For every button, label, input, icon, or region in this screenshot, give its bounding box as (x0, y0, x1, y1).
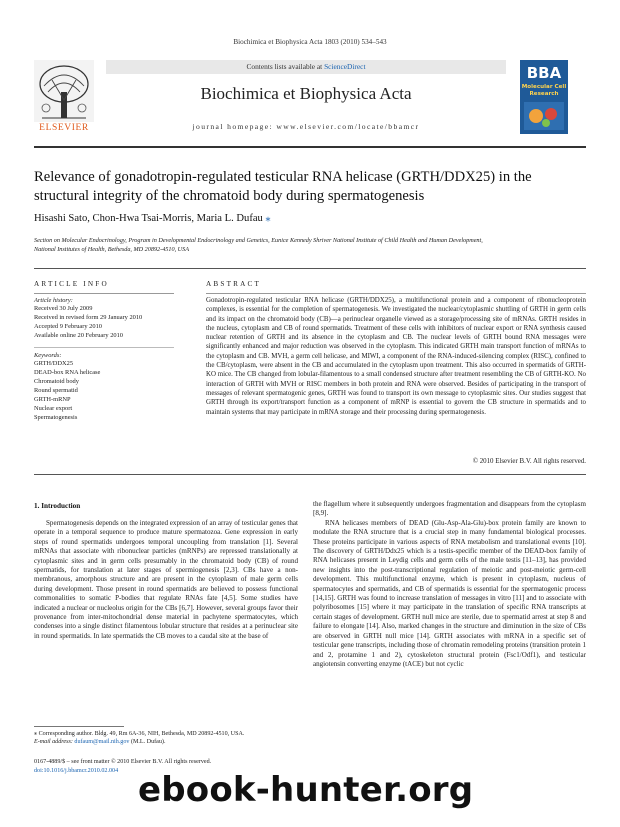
history-item: Received 30 July 2009 (34, 305, 93, 312)
affiliation-line-1: Section on Molecular Endocrinology, Program in Developmental Endocrinology and Genetics, Eunice Kennedy Shriver National Institute of Child Health and Human Development, (34, 237, 483, 244)
keyword: Round spermatid (34, 387, 78, 394)
keywords-label: Keywords: (34, 352, 62, 359)
corresponding-author-mark[interactable]: ⁎ (265, 213, 271, 224)
keyword: GRTH-mRNP (34, 396, 71, 403)
cover-subtitle-2: Research (529, 91, 559, 97)
intro-heading: 1. Introduction (34, 502, 81, 510)
abstract-text: Gonadotropin-regulated testicular RNA helicase (GRTH/DDX25), a multifunctional protein and a component of ribonucleoprotein complexes, is essential for the completion of spermatogenesis. We investigated the nuclear/cytoplasmic shuttling of GRTH in germ cells and its impact on the chromatoid body (CB)—a perinuclear organelle viewed as a storage/processing site of mRNAs. GRTH resides in the nucleus, cytoplasm and CB of round spermatids. Treatment of these cells with inhibitors of nuclear export or RNA synthesis caused nuclear retention of GRTH and its absence in the cytoplasm and CB. The nuclear levels of GRTH bound RNA messages were significantly enhanced and major reduction was observed in the cytoplasm. This indicated GRTH main transport function of mRNAs to the cytoplasm and CB. MVH, a germ cell helicase, and MIWI, a component of the RNA-induced-silencing complex (RISC), confined to the CB/cytoplasm, were absent in the CB and accumulated in the cytoplasm upon treatment. This also occurred in spermatids of GRTH-KO mice. The CB changed from lobular-filamentous to a small condensed structure after treatment resembling the CB of GRTH-KO. No interaction of GRTH with MVH or RISC members in both protein and RNA were observed. Besides of participating in the transport of messages of relevant spermatogenic genes, GRTH was found to transport its own message to cytoplasmic sites. Our studies suggest that GRTH through its export/transport function as a component of mRNP is essential to govern the CB structure in spermatids and to maintain systems that may participate in mRNA storage and their processing during spermatogenesis. (206, 297, 586, 416)
masthead-center (106, 60, 506, 136)
email-link[interactable]: dufaum@mail.nih.gov (74, 739, 130, 746)
keywords-rule (34, 347, 174, 348)
intro-paragraph: Spermatogenesis depends on the integrated expression of an array of testicular genes that operate in a temporal sequence to produce mature spermatozoa. Gene expression in early steps of round spermatids undergoes temporal uncoupling from translation [1]. Several mRNAs that associate with ribonuclear particles (mRNPs) are repressed translationally at cytoplasmic sites and in germ cells presumably in the chromatoid body (CB) of round spermatids, for translation at later stages of spermiogenesis [2,3]. CBs have a non-membranous, amorphous structure and are present in the cytoplasm of male germ cells during development. Those present in round spermatids are believed to possess functional commonalities to somatic P-bodies that regulate RNAs fate [4,5]. Some studies have indicated a nuclear or nucleolus origin for the CBs [6,7]. However, several groups favor their provenance from inter-mitochondrial dense material in pachytene spermatocytes, which condenses into a single distinct filamentous lobular structure that resides at a perinuclear site in round spermatids. In late spermatids the CB moves to a caudal site at the base of (34, 519, 298, 640)
keyword: GRTH/DDX25 (34, 360, 74, 367)
keyword: Nuclear export (34, 405, 73, 412)
header-rule (34, 268, 586, 269)
author-list (34, 213, 586, 224)
keywords-block (34, 352, 174, 422)
masthead-rule (34, 146, 586, 148)
abstract-heading: ABSTRACT (206, 280, 262, 288)
running-head: Biochimica et Biophysica Acta 1803 (2010) 534–543 (233, 38, 387, 46)
keyword: Chromatoid body (34, 378, 79, 385)
history-item: Accepted 9 February 2010 (34, 323, 102, 330)
corresponding-author-footnote (34, 730, 298, 747)
abstract-rule (206, 293, 586, 294)
keyword: Spermatogenesis (34, 414, 78, 421)
journal-masthead (34, 60, 586, 138)
footnote-rule (34, 726, 124, 727)
authors: Hisashi Sato, Chon-Hwa Tsai-Morris, Maria L. Dufau (34, 213, 263, 224)
elsevier-logo (34, 60, 94, 136)
cover-art-icon (524, 102, 564, 130)
watermark: ebook-hunter.org (138, 770, 474, 810)
cover-subtitle-1: Molecular Cell (521, 84, 567, 90)
article-history (34, 297, 174, 340)
intro-paragraph: RNA helicases members of DEAD (Glu-Asp-Ala-Glu)-box protein family are known to modulate the RNA structure that is a crucial step in many fundamental biological processes. These proteins participate in various aspects of RNA metabolism and translational events [10]. The discovery of GRTH/Ddx25 which is a testis-specific member of the DEAD-box family of RNA helicases present in Leydig cells and germ cells of the male testis [11–13], has provided new insights into the post-transcriptional regulation of meiotic and post-meiotic germ-cell development. This multifunctional enzyme, which is present in cytoplasm, nucleus of spermatocytes and spermatids, and CB of spermatids is essential for the spermatogenic process [14,15]. GRTH was found to increase translation of messages in vitro [11] and to associate with polyribosomes [15] where it may participate in the translation of specific RNA transcripts at certain stages of development. GRTH null mice are sterile, due to spermatid arrest at step 8 and failure to elongate [14]. Also, marked changes in the structure and diminution in the size of CBs are observed in GRTH null mice [14]. GRTH associates with mRNA in a specific set of testicular gene transcripts, including those of chromatin remodeling proteins (transition protein 1 and 2, protamine 1 and 2), cytoskeleton structural protein (Fsc1/Odf1), and testicular angiotensin converting enzyme (tACE) but not cyclic (313, 518, 586, 668)
affiliation (34, 236, 586, 254)
journal-title: Biochimica et Biophysica Acta (200, 84, 412, 103)
history-item: Received in revised form 29 January 2010 (34, 314, 143, 321)
history-item: Available online 20 February 2010 (34, 332, 123, 339)
email-label: E-mail address: (34, 739, 75, 746)
doi-link[interactable]: doi:10.1016/j.bbamcr.2010.02.004 (34, 767, 119, 774)
cover-title: BBA (526, 64, 562, 82)
history-list (34, 304, 174, 340)
journal-cover (520, 60, 568, 134)
history-label: Article history: (34, 297, 73, 304)
article-info-heading: ARTICLE INFO (34, 280, 109, 288)
publisher-logo-text: ELSEVIER (39, 123, 89, 133)
keyword: DEAD-box RNA helicase (34, 369, 101, 376)
contents-bar (106, 60, 506, 74)
contents-prefix: Contents lists available at (246, 62, 325, 71)
sciencedirect-link[interactable]: ScienceDirect (324, 62, 366, 71)
abstract-bottom-rule (34, 474, 586, 475)
affiliation-line-2: National Institutes of Health, Bethesda, MD 20892-4510, USA (34, 246, 190, 253)
abstract-copyright: © 2010 Elsevier B.V. All rights reserved. (472, 458, 586, 465)
issn-line: 0167-4889/$ – see front matter © 2010 Elsevier B.V. All rights reserved. (34, 759, 212, 765)
article-info-rule (34, 293, 174, 294)
keywords-list (34, 359, 174, 422)
intro-paragraph: the flagellum where it subsequently undergoes fragmentation and disappears from the cytoplasm [8,9]. (313, 500, 586, 518)
footnote-address: ⁎ Corresponding author. Bldg. 49, Rm 6A-36, NIH, Bethesda, MD 20892-4510, USA. (34, 731, 245, 737)
article-title: Relevance of gonadotropin-regulated testicular RNA helicase (GRTH/DDX25) in the structural integrity of the chromatoid body during spermatogenesis (34, 169, 532, 204)
email-suffix: (M.L. Dufau). (129, 739, 166, 746)
intro-right-column (313, 500, 586, 669)
intro-left-column (34, 519, 298, 641)
journal-homepage[interactable]: journal homepage: www.elsevier.com/locate/bbamcr (192, 122, 420, 131)
footnote-email-line (34, 738, 298, 746)
